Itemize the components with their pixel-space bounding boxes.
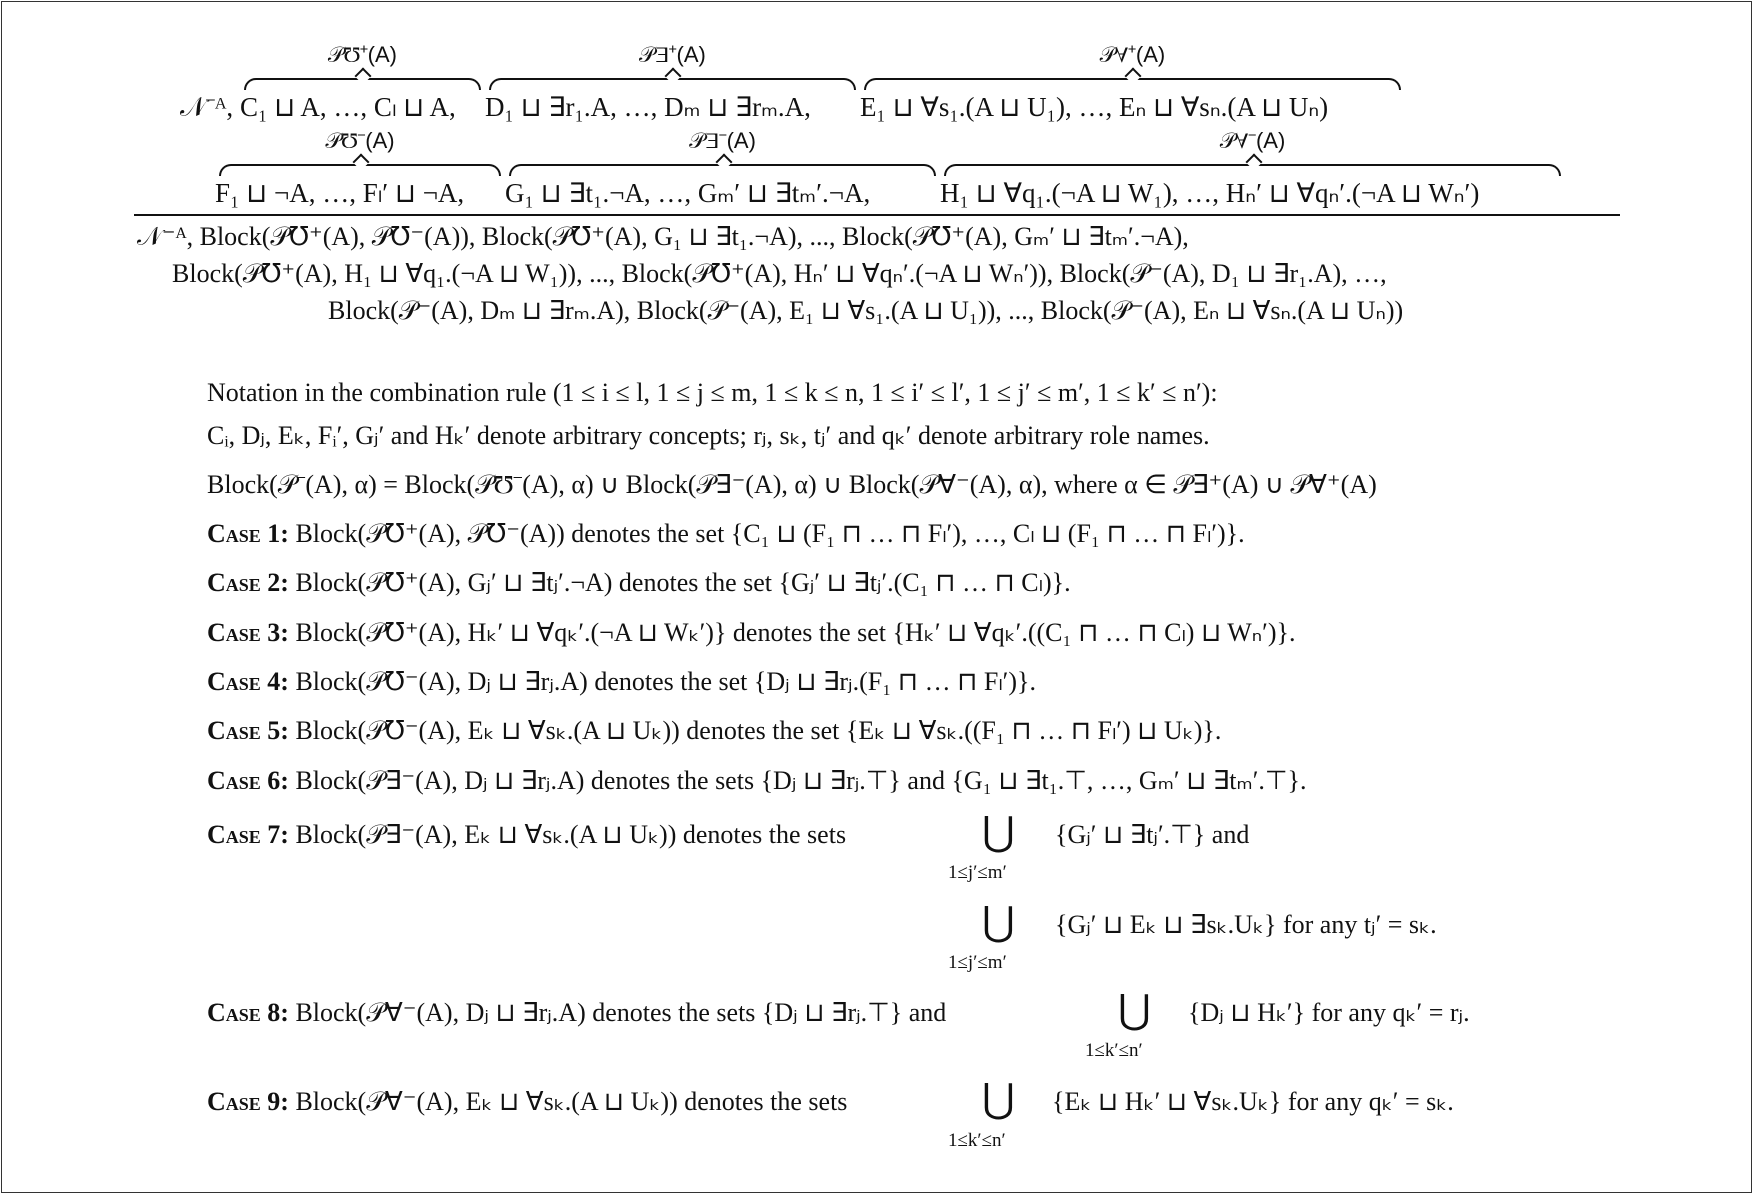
notation-line: Notation in the combination rule (1 ≤ i ≤ l, 1 ≤ j ≤ m, 1 ≤ k ≤ n, 1 ≤ i′ ≤ l′, 1 ≤ j′ ≤ m′, 1 ≤ k′ ≤ n′): [207,378,1218,407]
premise-row-2 [215,128,1565,208]
case-label: Case 6: [207,766,289,795]
union-subscript: 1≤j′≤m′ [948,862,1007,883]
case-label: Case 8: [207,998,289,1027]
brace-group [239,42,485,122]
case-text: Block(𝒫∀⁻(A), Eₖ ⊔ ∀sₖ.(A ⊔ Uₖ)) denotes the sets [295,1087,848,1116]
notation-line: Block(𝒫⁻(A), α) = Block(𝒫℧⁻(A), α) ∪ Block(𝒫∃⁻(A), α) ∪ Block(𝒫∀⁻(A), α), where α ∈ 𝒫∃⁺(A) ∪ 𝒫∀⁺(A) [207,470,1377,499]
case-text: Block(𝒫℧⁻(A), Eₖ ⊔ ∀sₖ.(A ⊔ Uₖ)) denotes the set {Eₖ ⊔ ∀sₖ.((F₁ ⊓ … ⊓ Fₗ′) ⊔ Uₖ)}. [295,716,1222,745]
brace-group [215,128,505,208]
conclusion-line: Block(𝒫⁻(A), Dₘ ⊔ ∃rₘ.A), Block(𝒫⁻(A), E₁ ⊔ ∀s₁.(A ⊔ U₁)), ..., Block(𝒫⁻(A), Eₙ ⊔ ∀sₙ.(A ⊔ Uₙ)) [328,296,1404,325]
case-7 [207,820,846,850]
case-text: Block(𝒫℧⁺(A), 𝒫℧⁻(A)) denotes the set {C₁ ⊔ (F₁ ⊓ … ⊓ Fₗ′), …, Cₗ ⊔ (F₁ ⊓ … ⊓ Fₗ′)}. [295,519,1245,548]
case-text: Block(𝒫∃⁻(A), Dⱼ ⊔ ∃rⱼ.A) denotes the sets {Dⱼ ⊔ ∃rⱼ.⊤} and {G₁ ⊔ ∃t₁.⊤, …, Gₘ′ ⊔ ∃tₘ′.⊤}. [295,766,1307,795]
case-label: Case 3: [207,618,289,647]
case-label: Case 1: [207,519,289,548]
case-label: Case 7: [207,820,289,849]
case-9-part: {Eₖ ⊔ Hₖ′ ⊔ ∀sₖ.Uₖ} for any qₖ′ = sₖ. [1052,1087,1454,1116]
case-7-part-2: {Gⱼ′ ⊔ Eₖ ⊔ ∃sₖ.Uₖ} for any tⱼ′ = sₖ. [1055,910,1437,939]
case-text: Block(𝒫∀⁻(A), Dⱼ ⊔ ∃rⱼ.A) denotes the sets {Dⱼ ⊔ ∃rⱼ.⊤} and [295,998,947,1027]
case-text: Block(𝒫℧⁺(A), Hₖ′ ⊔ ∀qₖ′.(¬A ⊔ Wₖ′)} denotes the set {Hₖ′ ⊔ ∀qₖ′.((C₁ ⊓ … ⊓ Cₗ) ⊔ Wₙ′)}. [295,618,1296,647]
case-2 [207,568,1071,598]
case-text: Block(𝒫∃⁻(A), Eₖ ⊔ ∀sₖ.(A ⊔ Uₖ)) denotes the sets [295,820,847,849]
case-9 [207,1087,847,1117]
big-union-symbol: ⋃ [982,809,1015,854]
brace-label: 𝒫℧⁺(A) [327,42,398,67]
premise-segment: G₁ ⊔ ∃t₁.¬A, …, Gₘ′ ⊔ ∃tₘ′.¬A, [505,178,871,208]
conclusion-line: 𝒩⁻ᴬ, Block(𝒫℧⁺(A), 𝒫℧⁻(A)), Block(𝒫℧⁺(A), G₁ ⊔ ∃t₁.¬A), ..., Block(𝒫℧⁺(A), Gₘ′ ⊔ ∃tₘ′.¬A), [137,222,1189,251]
case-1 [207,519,1245,549]
premise-segment: D₁ ⊔ ∃r₁.A, …, Dₘ ⊔ ∃rₘ.A, [484,92,811,122]
conclusion-line: Block(𝒫℧⁺(A), H₁ ⊔ ∀q₁.(¬A ⊔ W₁)), ..., Block(𝒫℧⁺(A), Hₙ′ ⊔ ∀qₙ′.(¬A ⊔ Wₙ′)), Block(𝒫⁻(A), D₁ ⊔ ∃r₁.A), …, [172,259,1387,288]
union-subscript: 1≤j′≤m′ [948,952,1007,973]
brace-group [940,128,1565,208]
case-7-part-1: {Gⱼ′ ⊔ ∃tⱼ′.⊤} and [1055,820,1250,849]
case-text: Block(𝒫℧⁺(A), Gⱼ′ ⊔ ∃tⱼ′.¬A) denotes the set {Gⱼ′ ⊔ ∃tⱼ′.(C₁ ⊓ … ⊓ Cₗ)}. [295,568,1071,597]
big-union-symbol: ⋃ [1118,987,1151,1032]
case-label: Case 9: [207,1087,289,1116]
case-4 [207,667,1036,697]
big-union-symbol: ⋃ [982,1076,1015,1121]
premise-segment: C₁ ⊔ A, …, Cₗ ⊔ A, [239,92,456,122]
brace-group [505,128,940,208]
brace-label: 𝒫∃⁺(A) [639,42,706,67]
case-text: Block(𝒫℧⁻(A), Dⱼ ⊔ ∃rⱼ.A) denotes the set {Dⱼ ⊔ ∃rⱼ.(F₁ ⊓ … ⊓ Fₗ′)}. [295,667,1036,696]
case-label: Case 5: [207,716,289,745]
inference-rule-line [134,214,1620,216]
premise-prefix: 𝒩⁻ᴬ, [180,92,234,122]
brace-label: 𝒫∀⁻(A) [1219,128,1286,153]
brace-label: 𝒫℧⁻(A) [325,128,395,153]
big-union-symbol: ⋃ [982,899,1015,944]
brace-group [859,42,1405,122]
case-label: Case 4: [207,667,289,696]
premise-row-1 [180,42,1405,122]
premise-segment: H₁ ⊔ ∀q₁.(¬A ⊔ W₁), …, Hₙ′ ⊔ ∀qₙ′.(¬A ⊔ Wₙ′) [940,178,1480,208]
brace-group [484,42,860,122]
union-subscript: 1≤k′≤n′ [948,1130,1006,1151]
case-8 [207,998,946,1028]
case-3 [207,618,1296,648]
premise-segment: F₁ ⊔ ¬A, …, Fₗ′ ⊔ ¬A, [215,178,465,208]
case-5 [207,716,1221,746]
case-label: Case 2: [207,568,289,597]
brace-label: 𝒫∃⁻(A) [689,128,756,153]
notation-line: Cᵢ, Dⱼ, Eₖ, Fᵢ′, Gⱼ′ and Hₖ′ denote arbitrary concepts; rⱼ, sₖ, tⱼ′ and qₖ′ denote arbitrary role names. [207,421,1210,450]
case-6 [207,766,1307,796]
case-8-part: {Dⱼ ⊔ Hₖ′} for any qₖ′ = rⱼ. [1188,998,1470,1027]
premise-segment: E₁ ⊔ ∀s₁.(A ⊔ U₁), …, Eₙ ⊔ ∀sₙ.(A ⊔ Uₙ) [859,92,1329,122]
union-subscript: 1≤k′≤n′ [1085,1040,1143,1061]
brace-label: 𝒫∀⁺(A) [1099,42,1166,67]
